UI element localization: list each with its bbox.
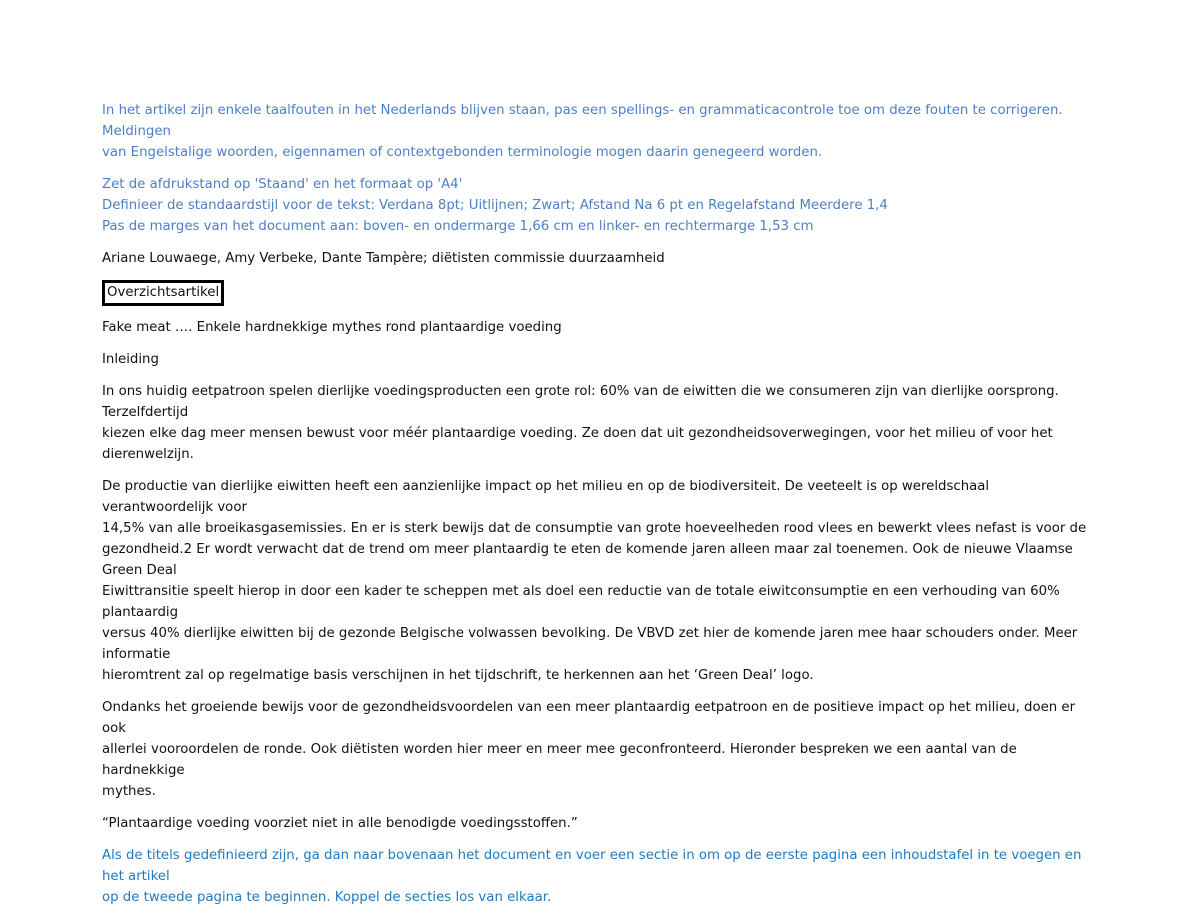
- paragraph-line: versus 40% dierlijke eiwitten bij de gezonde Belgische volwassen bevolking. De VBVD zet hier de komende jaren mee haar schouders onder. Meer informatie: [102, 626, 1078, 662]
- document-content: [102, 100, 1102, 908]
- format-step-orientation: Zet de afdrukstand op 'Staand' en het formaat op 'A4': [102, 177, 463, 192]
- paragraph-line: Eiwittransitie speelt hierop in door een kader te scheppen met als doel een reductie van de totale eiwitconsumptie en een verhouding van 60% plantaardig: [102, 584, 1060, 620]
- paragraph-line: De productie van dierlijke eiwitten heeft een aanzienlijke impact op het milieu en op de biodiversiteit. De veeteelt is op wereldschaal verantwoordelijk voor: [102, 479, 990, 515]
- format-step-margins: Pas de marges van het document aan: boven- en ondermarge 1,66 cm en linker- en rechtermarge 1,53 cm: [102, 219, 814, 234]
- article-paragraph-3: [102, 697, 1102, 802]
- article-paragraph-2: [102, 476, 1102, 686]
- article-quote-heading: “Plantaardige voeding voorziet niet in alle benodigde voedingsstoffen.”: [102, 816, 578, 831]
- section-instruction-line: Als de titels gedefinieerd zijn, ga dan naar bovenaan het document en voer een sectie in om op de eerste pagina een inhoudstafel in te voegen en het artikel: [102, 848, 1082, 884]
- format-step-style: Definieer de standaardstijl voor de tekst: Verdana 8pt; Uitlijnen; Zwart; Afstand Na 6 pt en Regelafstand Meerdere 1,4: [102, 198, 888, 213]
- paragraph-line: In ons huidig eetpatroon spelen dierlijke voedingsproducten een grote rol: 60% van de eiwitten die we consumeren zijn van dierlijke oorsprong. Terzelfdertijd: [102, 384, 1059, 420]
- article-category-wrapper: [102, 280, 1102, 306]
- article-authors: Ariane Louwaege, Amy Verbeke, Dante Tampère; diëtisten commissie duurzaamheid: [102, 251, 665, 266]
- article-title: Fake meat …. Enkele hardnekkige mythes rond plantaardige voeding: [102, 320, 562, 335]
- paragraph-line: Ondanks het groeiende bewijs voor de gezondheidsvoordelen van een meer plantaardig eetpatroon en de positieve impact op het milieu, doen er ook: [102, 700, 1076, 736]
- spelling-instruction-line: In het artikel zijn enkele taalfouten in het Nederlands blijven staan, pas een spellings- en grammaticacontrole toe om deze fouten te corrigeren. Meldingen: [102, 103, 1063, 139]
- section-instruction-line: op de tweede pagina te beginnen. Koppel de secties los van elkaar.: [102, 890, 552, 905]
- spelling-instruction-line: van Engelstalige woorden, eigennamen of contextgebonden terminologie mogen daarin genegeerd worden.: [102, 145, 823, 160]
- paragraph-line: 14,5% van alle broeikasgasemissies. En er is sterk bewijs dat de consumptie van grote hoeveelheden rood vlees en bewerkt vlees nefast is voor de: [102, 521, 1087, 536]
- paragraph-line: kiezen elke dag meer mensen bewust voor méér plantaardige voeding. Ze doen dat uit gezondheidsoverwegingen, voor het milieu of voor het dierenwelzijn.: [102, 426, 1053, 462]
- paragraph-line: gezondheid.2 Er wordt verwacht dat de trend om meer plantaardig te eten de komende jaren alleen maar zal toenemen. Ook de nieuwe Vlaamse Green Deal: [102, 542, 1073, 578]
- section-heading: Inleiding: [102, 352, 159, 367]
- paragraph-line: allerlei vooroordelen de ronde. Ook diëtisten worden hier meer en meer mee geconfronteerd. Hieronder bespreken we een aantal van de hardnekkige: [102, 742, 1017, 778]
- format-instructions: [102, 174, 1102, 237]
- article-paragraph-1: [102, 381, 1102, 465]
- section-instruction: [102, 845, 1102, 908]
- paragraph-line: hieromtrent zal op regelmatige basis verschijnen in het tijdschrift, te herkennen aan het ‘Green Deal’ logo.: [102, 668, 814, 683]
- paragraph-line: mythes.: [102, 784, 156, 799]
- article-category-badge: Overzichtsartikel: [102, 280, 224, 306]
- spelling-instruction: [102, 100, 1102, 163]
